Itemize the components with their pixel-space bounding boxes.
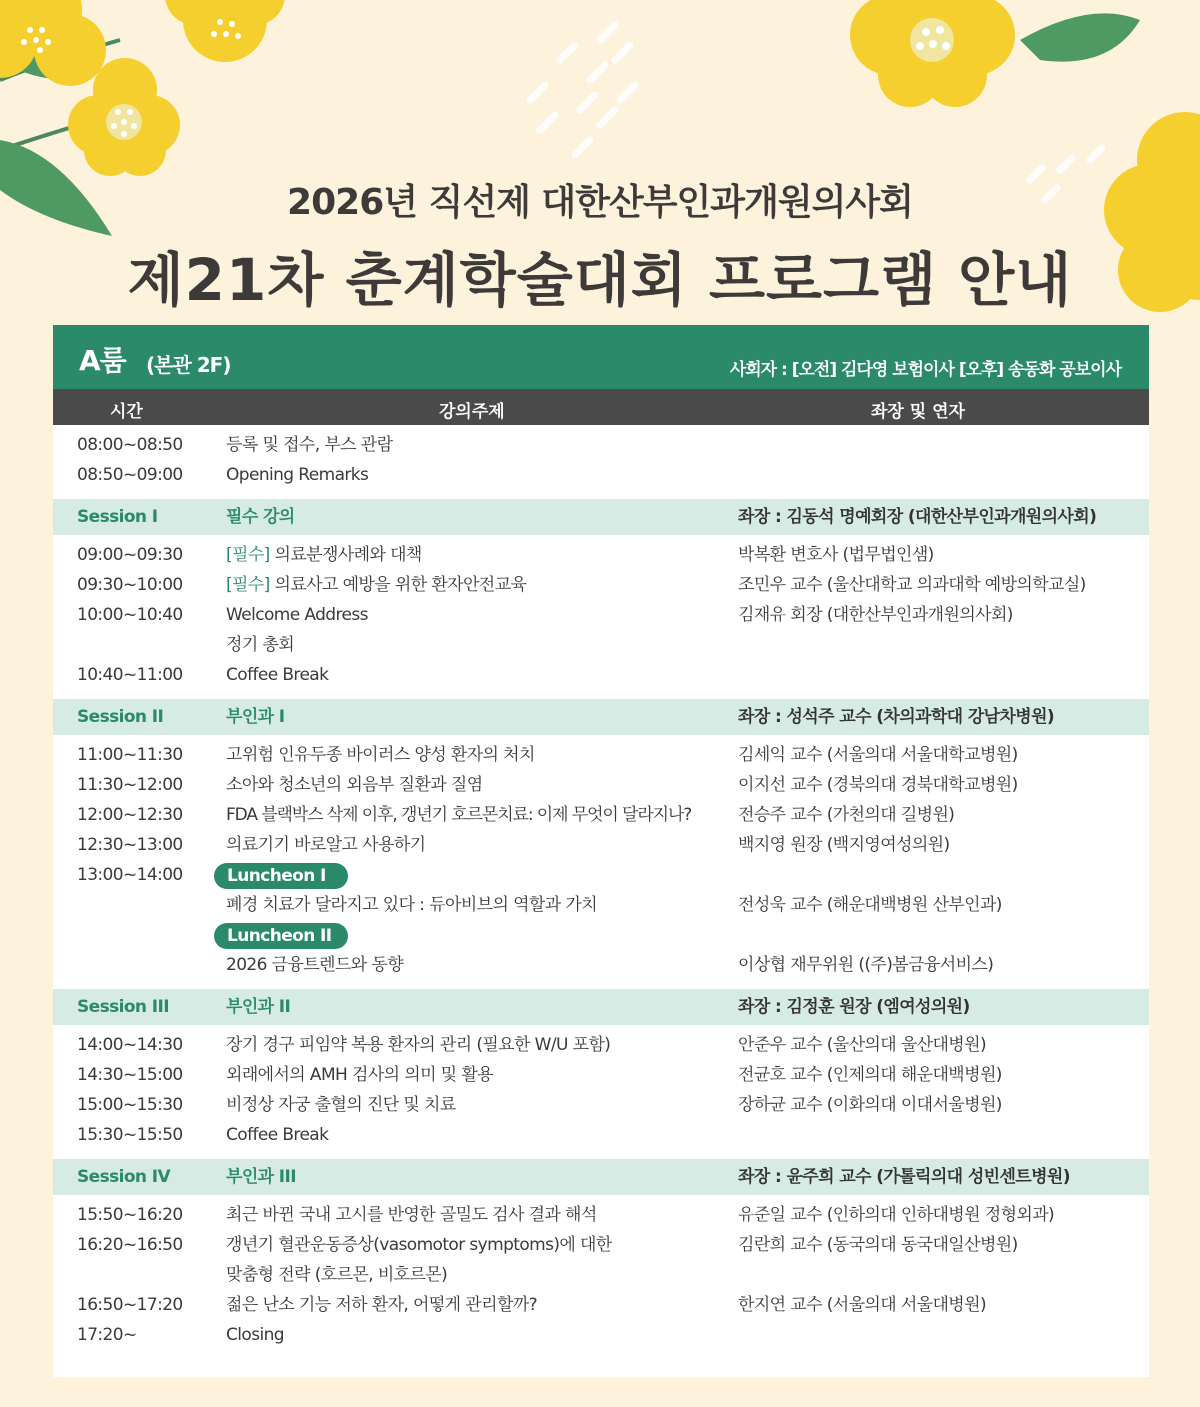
row-time: 15:30~15:50 <box>77 1125 183 1145</box>
session-label: Session I <box>77 507 158 527</box>
row-topic: 맞춤형 전략 (호르몬, 비호르몬) <box>226 1265 448 1285</box>
table-row <box>53 740 1149 770</box>
table-row <box>53 1120 1149 1150</box>
row-time: 15:50~16:20 <box>77 1205 183 1225</box>
session-header <box>53 1159 1149 1195</box>
session-label: Session II <box>77 707 164 727</box>
row-time: 16:50~17:20 <box>77 1295 183 1315</box>
row-topic: 비정상 자궁 출혈의 진단 및 치료 <box>226 1095 456 1115</box>
row-topic: 정기 총회 <box>226 635 295 655</box>
row-topic: Closing <box>226 1325 284 1345</box>
table-row <box>53 1290 1149 1320</box>
row-time: 14:00~14:30 <box>77 1035 183 1055</box>
column-speaker: 좌장 및 연자 <box>871 402 965 422</box>
luncheon-badge: Luncheon II <box>214 923 348 949</box>
page-subtitle: 2026년 직선제 대한산부인과개원의사회 <box>287 182 913 223</box>
table-row <box>53 1090 1149 1120</box>
row-time: 16:20~16:50 <box>77 1235 183 1255</box>
session-chair: 좌장 : 김정훈 원장 (엠여성의원) <box>738 997 970 1017</box>
table-row <box>53 1060 1149 1090</box>
moderator-info: 사회자 : [오전] 김다영 보험이사 [오후] 송동화 공보이사 <box>729 360 1121 380</box>
row-speaker: 이지선 교수 (경북의대 경북대학교병원) <box>738 775 1018 795</box>
required-tag: [필수] <box>226 545 270 565</box>
session-label: Session III <box>77 997 169 1017</box>
row-time: 11:00~11:30 <box>77 745 183 765</box>
column-time: 시간 <box>110 402 143 422</box>
session-topic: 필수 강의 <box>226 507 295 527</box>
table-row <box>53 430 1149 460</box>
table-row <box>53 1030 1149 1060</box>
row-topic: 최근 바뀐 국내 고시를 반영한 골밀도 검사 결과 해석 <box>226 1205 597 1225</box>
row-time: 09:30~10:00 <box>77 575 183 595</box>
row-time: 10:40~11:00 <box>77 665 183 685</box>
row-speaker: 전균호 교수 (인제의대 해운대백병원) <box>738 1065 1002 1085</box>
table-row <box>53 630 1149 660</box>
session-topic: 부인과 I <box>226 707 285 727</box>
luncheon-badge: Luncheon I <box>214 863 348 889</box>
table-row <box>53 830 1149 860</box>
row-time: 14:30~15:00 <box>77 1065 183 1085</box>
row-speaker: 조민우 교수 (울산대학교 의과대학 예방의학교실) <box>738 575 1086 595</box>
session-chair: 좌장 : 성석주 교수 (차의과학대 강남차병원) <box>738 707 1055 727</box>
table-row <box>53 460 1149 490</box>
row-speaker: 김재유 회장 (대한산부인과개원의사회) <box>738 605 1013 625</box>
room-location: (본관 2F) <box>146 353 231 377</box>
table-row <box>53 1200 1149 1230</box>
row-speaker: 안준우 교수 (울산의대 울산대병원) <box>738 1035 986 1055</box>
required-tag: [필수] <box>226 575 270 595</box>
session-header <box>53 699 1149 735</box>
page-title: 제21차 춘계학술대회 프로그램 안내 <box>127 246 1073 314</box>
session-header <box>53 989 1149 1025</box>
row-speaker: 전성욱 교수 (해운대백병원 산부인과) <box>738 895 1002 915</box>
table-row <box>53 660 1149 690</box>
row-topic: 젊은 난소 기능 저하 환자, 어떻게 관리할까? <box>226 1295 538 1315</box>
column-topic: 강의주제 <box>439 402 505 422</box>
row-time: 11:30~12:00 <box>77 775 183 795</box>
table-row <box>53 950 1149 980</box>
row-topic: 의료기기 바로알고 사용하기 <box>226 835 426 855</box>
row-topic: 소아와 청소년의 외음부 질환과 질염 <box>226 775 483 795</box>
row-topic <box>226 570 526 600</box>
row-topic: 2026 금융트렌드와 동향 <box>226 955 404 975</box>
row-time: 08:00~08:50 <box>77 435 183 455</box>
session-topic: 부인과 II <box>226 997 291 1017</box>
row-time: 09:00~09:30 <box>77 545 183 565</box>
row-topic: 고위험 인유두종 바이러스 양성 환자의 처치 <box>226 745 535 765</box>
row-topic: 외래에서의 AMH 검사의 의미 및 활용 <box>226 1065 493 1085</box>
row-speaker: 이상협 재무위원 ((주)봄금융서비스) <box>738 955 994 975</box>
program-table <box>53 325 1149 1377</box>
row-topic-text: 의료사고 예방을 위한 환자안전교육 <box>269 575 527 595</box>
row-topic: Opening Remarks <box>226 465 369 485</box>
row-time: 13:00~14:00 <box>77 865 183 885</box>
row-time: 12:00~12:30 <box>77 805 183 825</box>
row-topic-text: 의료분쟁사례와 대책 <box>269 545 422 565</box>
table-row <box>53 800 1149 830</box>
table-row <box>53 1320 1149 1350</box>
row-time: 08:50~09:00 <box>77 465 183 485</box>
row-topic: Coffee Break <box>226 1125 329 1145</box>
row-time: 10:00~10:40 <box>77 605 183 625</box>
row-time: 17:20~ <box>77 1325 137 1345</box>
row-speaker: 김란희 교수 (동국의대 동국대일산병원) <box>738 1235 1018 1255</box>
table-row <box>53 1230 1149 1260</box>
table-row <box>53 770 1149 800</box>
row-topic: 등록 및 접수, 부스 관람 <box>226 435 393 455</box>
row-topic <box>226 540 422 570</box>
row-speaker: 장하균 교수 (이화의대 이대서울병원) <box>738 1095 1002 1115</box>
row-topic: 갱년기 혈관운동증상(vasomotor symptoms)에 대한 <box>226 1235 612 1255</box>
table-row <box>53 540 1149 570</box>
row-speaker: 한지연 교수 (서울의대 서울대병원) <box>738 1295 986 1315</box>
row-speaker: 전승주 교수 (가천의대 길병원) <box>738 805 955 825</box>
table-row <box>53 1260 1149 1290</box>
session-topic: 부인과 III <box>226 1167 296 1187</box>
column-header <box>53 389 1149 425</box>
row-speaker: 백지영 원장 (백지영여성의원) <box>738 835 950 855</box>
row-time: 12:30~13:00 <box>77 835 183 855</box>
row-topic: Coffee Break <box>226 665 329 685</box>
room-header <box>53 325 1149 389</box>
row-topic: 폐경 치료가 달라지고 있다 : 듀아비브의 역할과 가치 <box>226 895 598 915</box>
session-header <box>53 499 1149 535</box>
session-chair: 좌장 : 윤주희 교수 (가톨릭의대 성빈센트병원) <box>738 1167 1070 1187</box>
room-name: A룸 <box>79 344 126 377</box>
row-speaker: 김세익 교수 (서울의대 서울대학교병원) <box>738 745 1018 765</box>
row-speaker: 유준일 교수 (인하의대 인하대병원 정형외과) <box>738 1205 1055 1225</box>
session-chair: 좌장 : 김동석 명예회장 (대한산부인과개원의사회) <box>738 507 1097 527</box>
row-speaker: 박복환 변호사 (법무법인샘) <box>738 545 934 565</box>
row-time: 15:00~15:30 <box>77 1095 183 1115</box>
table-row <box>53 600 1149 630</box>
row-topic: FDA 블랙박스 삭제 이후, 갱년기 호르몬치료: 이제 무엇이 달라지나? <box>226 805 692 825</box>
session-label: Session IV <box>77 1167 171 1187</box>
table-row <box>53 570 1149 600</box>
table-row <box>53 890 1149 920</box>
row-topic: 장기 경구 피임약 복용 환자의 관리 (필요한 W/U 포함) <box>226 1035 611 1055</box>
row-topic: Welcome Address <box>226 605 368 625</box>
